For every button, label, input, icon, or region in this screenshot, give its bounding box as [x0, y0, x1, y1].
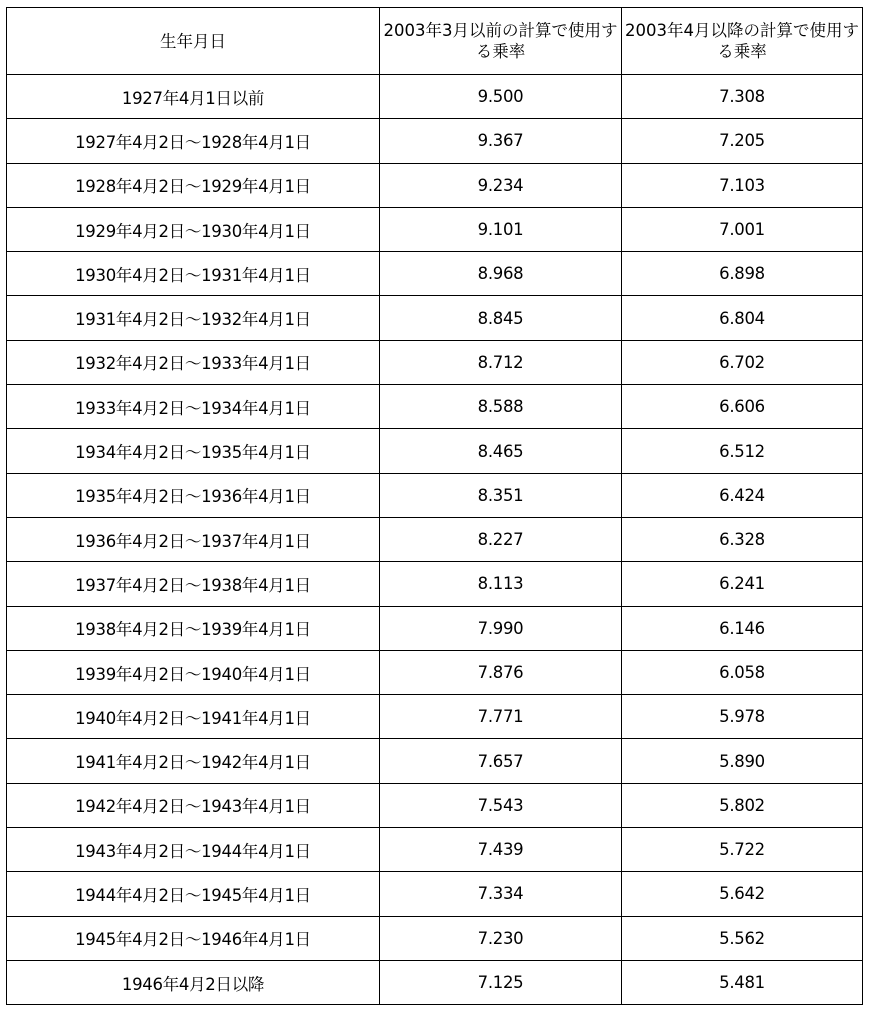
table-row	[7, 473, 863, 517]
table-row	[7, 517, 863, 561]
birth-date-cell: 1945年4月2日〜1946年4月1日	[7, 916, 380, 960]
birth-date-cell: 1934年4月2日〜1935年4月1日	[7, 429, 380, 473]
rate-after-cell: 5.802	[622, 783, 863, 827]
rate-before-cell: 7.876	[380, 650, 622, 694]
table-row	[7, 75, 863, 119]
rate-after-cell: 6.512	[622, 429, 863, 473]
birth-date-cell: 1927年4月2日〜1928年4月1日	[7, 119, 380, 163]
rate-after-cell: 7.308	[622, 75, 863, 119]
table-row	[7, 606, 863, 650]
table-row	[7, 385, 863, 429]
birth-date-cell: 1938年4月2日〜1939年4月1日	[7, 606, 380, 650]
rate-before-cell: 9.367	[380, 119, 622, 163]
birth-date-cell: 1931年4月2日〜1932年4月1日	[7, 296, 380, 340]
rate-before-cell: 7.771	[380, 695, 622, 739]
rate-before-cell: 8.113	[380, 562, 622, 606]
rate-before-cell: 7.334	[380, 872, 622, 916]
table-body	[7, 75, 863, 1005]
rate-after-cell: 6.606	[622, 385, 863, 429]
birth-date-cell: 1939年4月2日〜1940年4月1日	[7, 650, 380, 694]
rate-before-cell: 7.439	[380, 828, 622, 872]
birth-date-cell: 1937年4月2日〜1938年4月1日	[7, 562, 380, 606]
rate-before-cell: 7.657	[380, 739, 622, 783]
table-row	[7, 828, 863, 872]
table-row	[7, 739, 863, 783]
table-row	[7, 783, 863, 827]
rate-before-cell: 9.500	[380, 75, 622, 119]
table-row	[7, 119, 863, 163]
birth-date-cell: 1942年4月2日〜1943年4月1日	[7, 783, 380, 827]
rate-before-cell: 8.351	[380, 473, 622, 517]
rate-before-cell: 9.234	[380, 163, 622, 207]
multiplier-table	[6, 7, 863, 1005]
birth-date-cell: 1940年4月2日〜1941年4月1日	[7, 695, 380, 739]
birth-date-cell: 1929年4月2日〜1930年4月1日	[7, 207, 380, 251]
rate-before-cell: 7.230	[380, 916, 622, 960]
table-row	[7, 695, 863, 739]
table-row	[7, 340, 863, 384]
header-rate-before-2003-03: 2003年3月以前の計算で使用する乗率	[380, 8, 622, 75]
birth-date-cell: 1928年4月2日〜1929年4月1日	[7, 163, 380, 207]
birth-date-cell: 1935年4月2日〜1936年4月1日	[7, 473, 380, 517]
rate-before-cell: 7.543	[380, 783, 622, 827]
birth-date-cell: 1944年4月2日〜1945年4月1日	[7, 872, 380, 916]
rate-after-cell: 6.146	[622, 606, 863, 650]
table-row	[7, 872, 863, 916]
table-row	[7, 163, 863, 207]
birth-date-cell: 1936年4月2日〜1937年4月1日	[7, 517, 380, 561]
rate-before-cell: 7.125	[380, 960, 622, 1004]
birth-date-cell: 1930年4月2日〜1931年4月1日	[7, 252, 380, 296]
rate-after-cell: 5.562	[622, 916, 863, 960]
birth-date-cell: 1933年4月2日〜1934年4月1日	[7, 385, 380, 429]
rate-before-cell: 8.968	[380, 252, 622, 296]
rate-after-cell: 7.001	[622, 207, 863, 251]
rate-before-cell: 8.227	[380, 517, 622, 561]
header-rate-after-2003-04: 2003年4月以降の計算で使用する乗率	[622, 8, 863, 75]
rate-before-cell: 8.465	[380, 429, 622, 473]
rate-before-cell: 8.712	[380, 340, 622, 384]
birth-date-cell: 1932年4月2日〜1933年4月1日	[7, 340, 380, 384]
table-header-row	[7, 8, 863, 75]
table-row	[7, 562, 863, 606]
birth-date-cell: 1941年4月2日〜1942年4月1日	[7, 739, 380, 783]
birth-date-cell: 1927年4月1日以前	[7, 75, 380, 119]
header-birth-date: 生年月日	[7, 8, 380, 75]
rate-before-cell: 9.101	[380, 207, 622, 251]
birth-date-cell: 1946年4月2日以降	[7, 960, 380, 1004]
rate-after-cell: 6.424	[622, 473, 863, 517]
rate-after-cell: 6.702	[622, 340, 863, 384]
rate-after-cell: 6.058	[622, 650, 863, 694]
rate-after-cell: 7.205	[622, 119, 863, 163]
table-row	[7, 916, 863, 960]
rate-after-cell: 5.722	[622, 828, 863, 872]
table-row	[7, 252, 863, 296]
rate-after-cell: 6.804	[622, 296, 863, 340]
table-row	[7, 960, 863, 1004]
rate-after-cell: 6.898	[622, 252, 863, 296]
rate-after-cell: 5.978	[622, 695, 863, 739]
rate-after-cell: 6.328	[622, 517, 863, 561]
table-row	[7, 296, 863, 340]
table-row	[7, 429, 863, 473]
rate-after-cell: 5.890	[622, 739, 863, 783]
rate-after-cell: 7.103	[622, 163, 863, 207]
table-row	[7, 650, 863, 694]
rate-after-cell: 5.642	[622, 872, 863, 916]
rate-after-cell: 5.481	[622, 960, 863, 1004]
table-row	[7, 207, 863, 251]
rate-before-cell: 7.990	[380, 606, 622, 650]
rate-before-cell: 8.588	[380, 385, 622, 429]
rate-before-cell: 8.845	[380, 296, 622, 340]
birth-date-cell: 1943年4月2日〜1944年4月1日	[7, 828, 380, 872]
rate-after-cell: 6.241	[622, 562, 863, 606]
